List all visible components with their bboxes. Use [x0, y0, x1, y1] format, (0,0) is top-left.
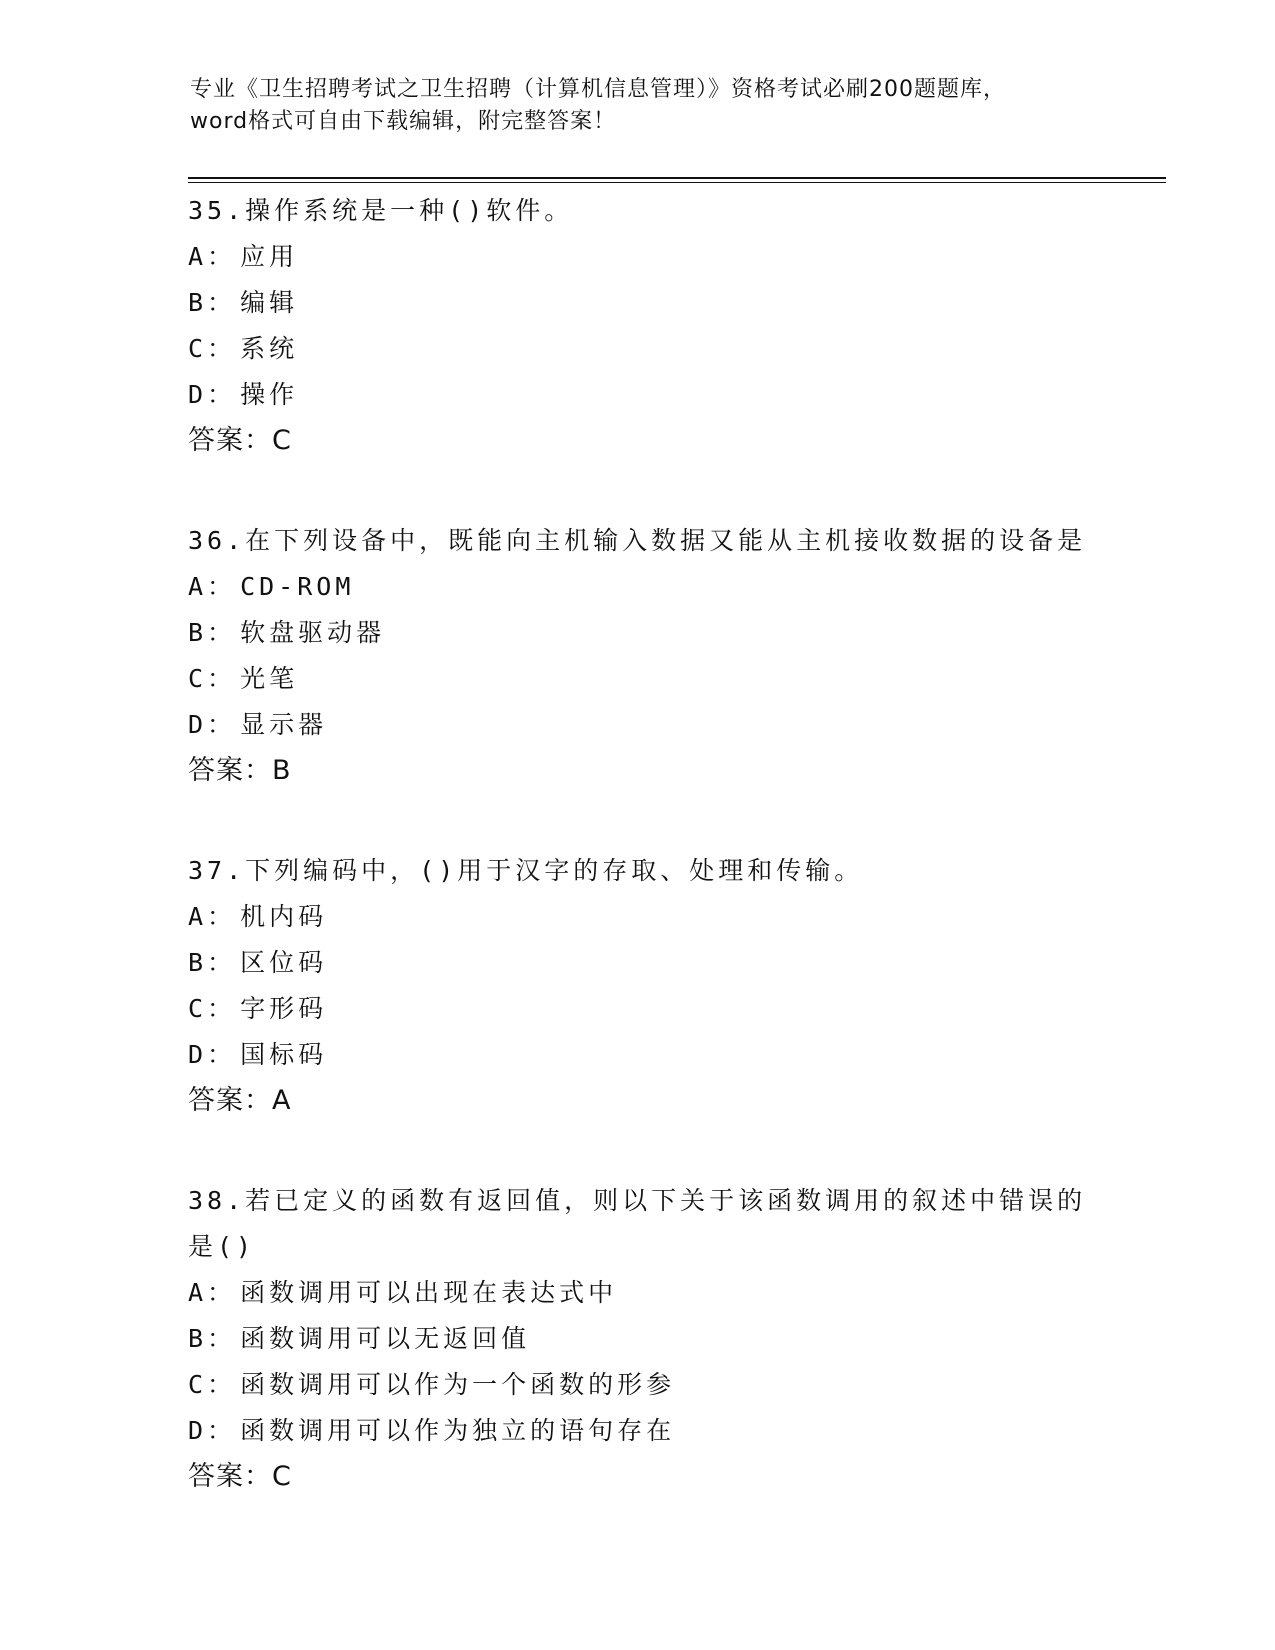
question-list — [188, 188, 1088, 1554]
option-text: 软盘驱动器 — [240, 618, 386, 647]
answer-line: 答案：B — [188, 755, 292, 786]
option-label: D： — [188, 1416, 237, 1445]
option-text: 显示器 — [240, 710, 328, 739]
option-label: A： — [188, 242, 237, 271]
option-c — [188, 1362, 1088, 1408]
option-label: C： — [188, 1370, 237, 1399]
option-b — [188, 280, 1088, 326]
option-label: D： — [188, 1040, 237, 1069]
option-d — [188, 372, 1088, 418]
option-a — [188, 234, 1088, 280]
option-text: 字形码 — [240, 994, 328, 1023]
question-text: 37.下列编码中，()用于汉字的存取、处理和传输。 — [188, 856, 864, 885]
question-38 — [188, 1178, 1088, 1500]
question-text: 36.在下列设备中，既能向主机输入数据又能从主机接收数据的设备是 — [188, 526, 1087, 555]
option-label: D： — [188, 710, 237, 739]
option-label: B： — [188, 618, 237, 647]
option-text: 国标码 — [240, 1040, 328, 1069]
option-text: 应用 — [240, 242, 299, 271]
document-header — [190, 74, 1090, 138]
option-text: 操作 — [240, 380, 299, 409]
option-c — [188, 656, 1088, 702]
option-text: 系统 — [240, 334, 299, 363]
option-c — [188, 986, 1088, 1032]
question-text: 38.若已定义的函数有返回值，则以下关于该函数调用的叙述中错误的是() — [188, 1186, 1087, 1261]
option-label: A： — [188, 1278, 237, 1307]
question-35 — [188, 188, 1088, 464]
option-d — [188, 702, 1088, 748]
option-text: 函数调用可以作为一个函数的形参 — [240, 1370, 676, 1399]
option-a — [188, 1270, 1088, 1316]
option-text: 函数调用可以作为独立的语句存在 — [240, 1416, 676, 1445]
header-line-2: word格式可自由下载编辑，附完整答案！ — [190, 109, 617, 134]
option-text: 光笔 — [240, 664, 299, 693]
option-label: A： — [188, 572, 237, 601]
option-label: B： — [188, 1324, 237, 1353]
question-37 — [188, 848, 1088, 1124]
answer-line: 答案：C — [188, 425, 292, 456]
option-label: D： — [188, 380, 237, 409]
header-line-1: 专业《卫生招聘考试之卫生招聘（计算机信息管理）》资格考试必刷200题题库， — [190, 77, 1006, 102]
option-text: 函数调用可以无返回值 — [240, 1324, 531, 1353]
header-divider-thin — [188, 182, 1166, 183]
option-a — [188, 564, 1088, 610]
option-b — [188, 610, 1088, 656]
option-label: C： — [188, 334, 237, 363]
option-label: C： — [188, 994, 237, 1023]
question-36 — [188, 518, 1088, 794]
header-divider-thick — [188, 177, 1166, 179]
option-text: CD-ROM — [240, 572, 355, 601]
option-d — [188, 1032, 1088, 1078]
answer-line: 答案：C — [188, 1461, 292, 1492]
option-b — [188, 1316, 1088, 1362]
option-text: 函数调用可以出现在表达式中 — [240, 1278, 618, 1307]
answer-line: 答案：A — [188, 1085, 292, 1116]
option-label: B： — [188, 288, 237, 317]
option-d — [188, 1408, 1088, 1454]
option-a — [188, 894, 1088, 940]
option-text: 区位码 — [240, 948, 328, 977]
option-c — [188, 326, 1088, 372]
option-label: A： — [188, 902, 237, 931]
option-label: B： — [188, 948, 237, 977]
option-b — [188, 940, 1088, 986]
option-text: 编辑 — [240, 288, 299, 317]
option-text: 机内码 — [240, 902, 328, 931]
option-label: C： — [188, 664, 237, 693]
question-text: 35.操作系统是一种()软件。 — [188, 196, 574, 225]
